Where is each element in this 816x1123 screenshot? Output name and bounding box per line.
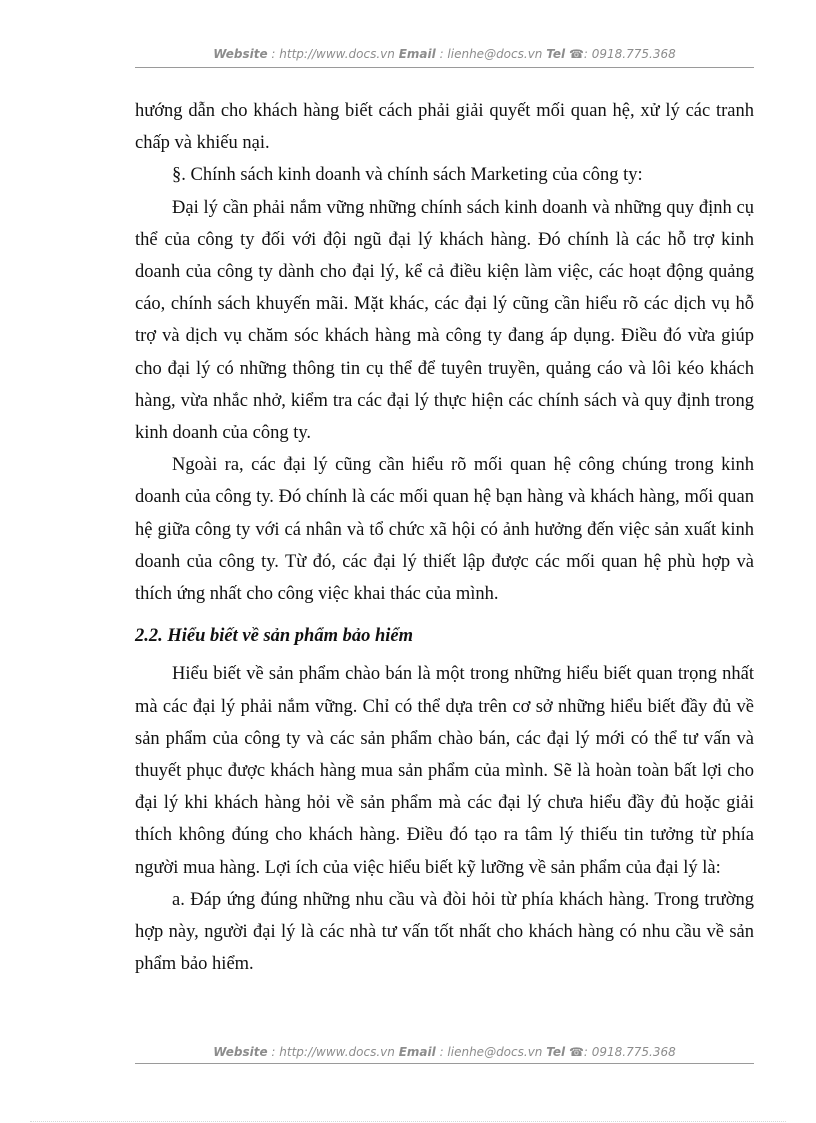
page-bottom-border xyxy=(30,1121,786,1122)
page-footer xyxy=(135,1045,754,1059)
paragraph-benefit-a: a. Đáp ứng đúng những nhu cầu và đòi hỏi từ phía khách hàng. Trong trường hợp này, người đại lý là các nhà tư vấn tốt nhất cho khách hàng có nhu cầu về sản phẩm bảo hiểm. xyxy=(135,889,754,975)
footer-website-label: Website xyxy=(213,1045,268,1059)
paragraph-policy-heading: §. Chính sách kinh doanh và chính sách Marketing của công ty: xyxy=(172,165,643,186)
document-body xyxy=(135,95,754,980)
paragraph-business-policy: Đại lý cần phải nắm vững những chính sách kinh doanh và những quy định cụ thể của công ty đối với đội ngũ đại lý khách hàng. Đó chính là các hỗ trợ kinh doanh của công ty dành cho đại lý, kể cả điều kiện làm việc, các hoạt động quảng cáo, chính sách khuyến mãi. Mặt khác, các đại lý cũng cần hiểu rõ các dịch vụ hỗ trợ và dịch vụ chăm sóc khách hàng mà công ty đang áp dụng. Điều đó vừa giúp cho đại lý có những thông tin cụ thể để tuyên truyền, quảng cáo và lôi kéo khách hàng, vừa nhắc nhở, kiểm tra các đại lý thực hiện các chính sách và quy định trong kinh doanh của công ty. xyxy=(135,197,754,444)
paragraph-continuation: hướng dẫn cho khách hàng biết cách phải giải quyết mối quan hệ, xử lý các tranh chấp và khiếu nại. xyxy=(135,101,754,154)
footer-tel-label: Tel xyxy=(546,1045,566,1059)
paragraph-product-knowledge: Hiểu biết về sản phẩm chào bán là một trong những hiểu biết quan trọng nhất mà các đại lý phải nắm vững. Chỉ có thể dựa trên cơ sở những hiểu biết đầy đủ về sản phẩm của công ty và các sản phẩm chào bán, các đại lý mới có thể tư vấn và thuyết phục được khách hàng mua sản phẩm của mình. Sẽ là hoàn toàn bất lợi cho đại lý khi khách hàng hỏi về sản phẩm mà các đại lý chưa hiểu đầy đủ hoặc giải thích không đúng cho khách hàng. Điều đó tạo ra tâm lý thiếu tin tưởng từ phía người mua hàng. Lợi ích của việc hiểu biết kỹ lưỡng về sản phẩm của đại lý là: xyxy=(135,664,754,878)
header-email-label: Email xyxy=(398,47,436,61)
section-heading: 2.2. Hiểu biết về sản phẩm bảo hiểm xyxy=(135,626,414,647)
header-tel-label: Tel xyxy=(546,47,566,61)
footer-email-label: Email xyxy=(398,1045,436,1059)
footer-rule xyxy=(135,1063,754,1064)
header-rule xyxy=(135,67,754,68)
page-header xyxy=(135,47,754,61)
header-website-label: Website xyxy=(213,47,268,61)
footer-website-url[interactable]: : http://www.docs.vn xyxy=(271,1045,395,1059)
header-email-address[interactable]: : lienhe@docs.vn xyxy=(439,47,543,61)
footer-tel-number: ☎: 0918.775.368 xyxy=(568,1045,676,1059)
header-website-url[interactable]: : http://www.docs.vn xyxy=(271,47,395,61)
footer-email-address[interactable]: : lienhe@docs.vn xyxy=(439,1045,543,1059)
paragraph-public-relations: Ngoài ra, các đại lý cũng cần hiểu rõ mối quan hệ công chúng trong kinh doanh của công ty. Đó chính là các mối quan hệ bạn hàng và khách hàng, mối quan hệ giữa công ty với cá nhân và tổ chức xã hội có ảnh hưởng đến việc sản xuất kinh doanh của công ty. Từ đó, các đại lý thiết lập được các mối quan hệ phù hợp và thích ứng nhất cho công việc khai thác của mình. xyxy=(135,455,754,605)
header-tel-number: ☎: 0918.775.368 xyxy=(568,47,676,61)
